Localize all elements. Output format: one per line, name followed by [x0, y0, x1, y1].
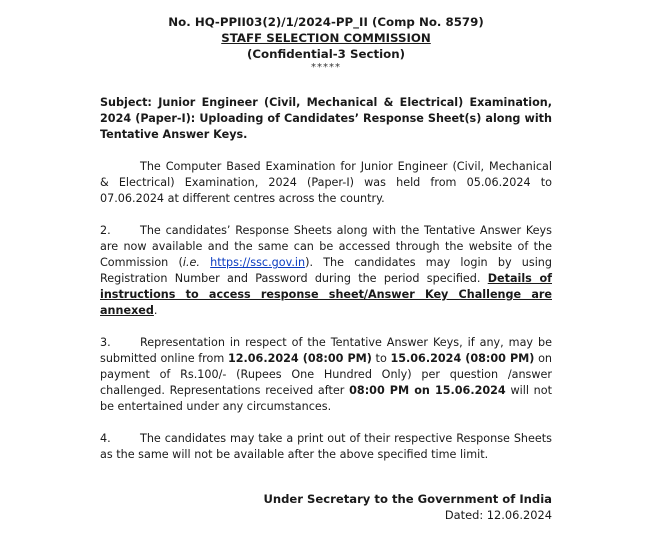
paragraph-number: 3.	[100, 336, 111, 349]
signatory-designation: Under Secretary to the Government of India	[263, 492, 552, 506]
document-header	[100, 14, 552, 74]
period: .	[153, 304, 158, 317]
separator-stars: *****	[311, 62, 341, 73]
paragraph-text: Representation in respect of the Tentative Answer Keys, if any, may be submitted online from	[100, 336, 552, 365]
paragraph-text: on payment of Rs.100/- (Rupees One Hundred Only) per question /answer challenged. Representations received after	[100, 352, 553, 397]
paragraph-text: The candidates’ Response Sheets along with the Tentative Answer Keys are now available and the same can be accessed through the website of the Commission (	[100, 224, 552, 269]
cutoff-datetime: 08:00 PM on 15.06.2024	[349, 384, 506, 397]
paragraph-2	[100, 223, 552, 319]
ie-abbrev: i.e.	[182, 256, 200, 269]
paragraph-number: 4.	[100, 432, 111, 445]
ssc-website-link[interactable]: https://ssc.gov.in	[210, 256, 306, 269]
paragraph-4	[100, 431, 552, 463]
paragraph-text: will not be entertained under any circumstances.	[100, 384, 552, 413]
annexure-instructions-text: Details of instructions to access response sheet/Answer Key Challenge are annexed	[100, 272, 552, 317]
notice-document	[100, 0, 552, 523]
subject-line: Subject: Junior Engineer (Civil, Mechanical & Electrical) Examination, 2024 (Paper-I): Uploading of Candidates’ Response Sheet(s) along with Tentative Answer Keys.	[100, 96, 552, 141]
start-datetime: 12.06.2024 (08:00 PM)	[227, 352, 372, 365]
dated-line: Dated: 12.06.2024	[444, 508, 552, 522]
organization-name: STAFF SELECTION COMMISSION	[221, 31, 431, 45]
paragraph-text: The candidates may take a print out of their respective Response Sheets as the same will not be available after the above specified time limit.	[100, 432, 552, 461]
paragraph-number: 2.	[100, 224, 111, 237]
to-text: to	[371, 352, 391, 365]
paragraph-1: The Computer Based Examination for Junior Engineer (Civil, Mechanical & Electrical) Examination, 2024 (Paper-I) was held from 05.06.2024 to 07.06.2024 at different centres across the country.	[100, 160, 552, 205]
paragraph-3	[100, 335, 552, 415]
end-datetime: 15.06.2024 (08:00 PM)	[390, 352, 535, 365]
paragraph-text: ). The candidates may login by using Registration Number and Password during the period specified.	[100, 256, 553, 285]
section-name: (Confidential-3 Section)	[246, 47, 406, 61]
reference-number: No. HQ-PPII03(2)/1/2024-PP_II (Comp No. 8579)	[168, 15, 484, 29]
